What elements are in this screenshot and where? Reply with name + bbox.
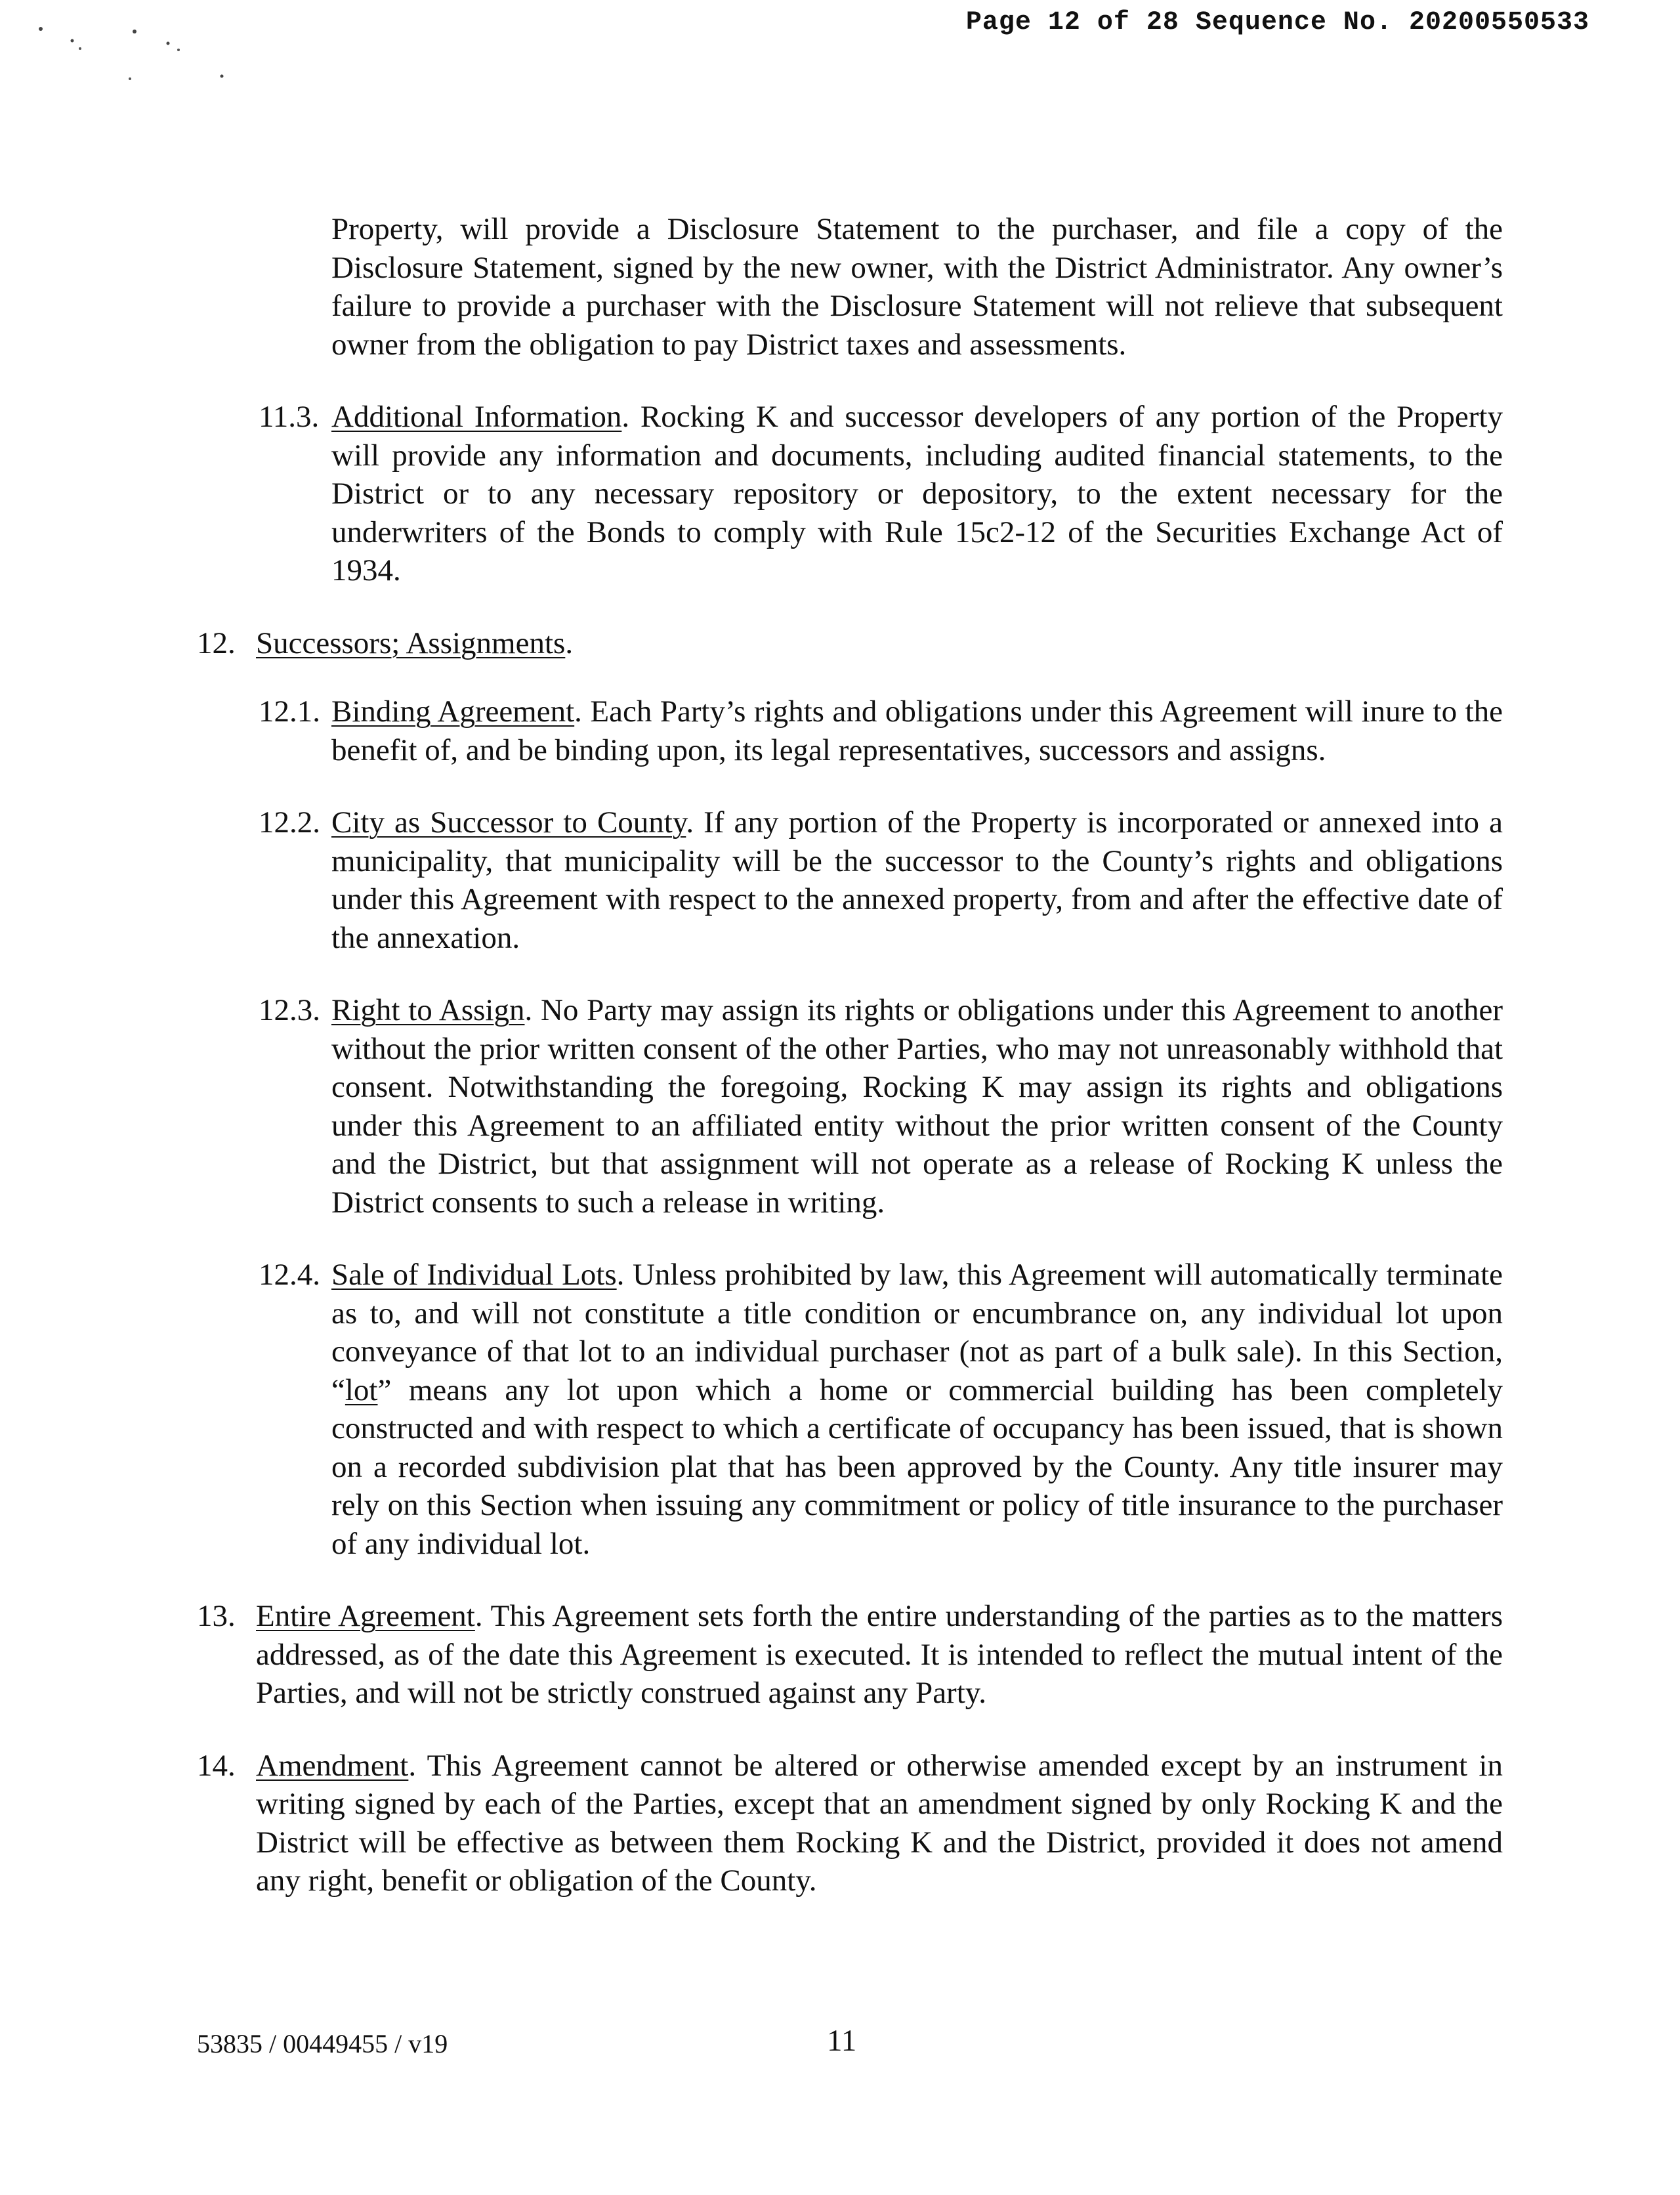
section-number: 14. [197, 1748, 236, 1783]
section-heading: Amendment [256, 1748, 409, 1783]
section-heading: Binding Agreement [331, 694, 575, 729]
section-text: . This Agreement sets forth the entire understanding of the parties as to the matters addressed, as of the date this Agreement is executed. It is intended to reflect the mutual intent of the Parties, and will not be strictly construed against any Party. [256, 1599, 1503, 1710]
section-heading: Sale of Individual Lots [331, 1258, 617, 1292]
document-body [197, 210, 1503, 1934]
section-text: . This Agreement cannot be altered or otherwise amended except by an instrument in writing signed by each of the Parties, except that an amendment signed by only Rocking K and the District will be effective as between them Rocking K and the District, provided it does not amend any right, benefit or obligation of the County. [256, 1748, 1503, 1898]
section-number: 12. [197, 626, 236, 660]
page-sequence-stamp: Page 12 of 28 Sequence No. 20200550533 [965, 8, 1589, 37]
section-text: . No Party may assign its rights or obligations under this Agreement to another without the prior written consent of the other Parties, who may not unreasonably withhold that consent. Notwithstanding the foregoing, Rocking K may assign its rights and obligations under this Agreement to an affiliated entity without the prior written consent of the County and the District, but that assignment will not operate as a release of Rocking K unless the District consents to such a release in writing. [331, 993, 1503, 1220]
continuation-paragraph: Property, will provide a Disclosure Statement to the purchaser, and file a copy of the Disclosure Statement, signed by the new owner, with the District Administrator. Any owner’s failure to provide a purchaser with the Disclosure Statement will not relieve that subsequent owner from the obligation to pay District taxes and assessments. [331, 212, 1503, 362]
section-number: 12.4. [259, 1258, 320, 1292]
section-heading: Right to Assign [331, 993, 525, 1027]
section-text: . Each Party’s rights and obligations under this Agreement will inure to the benefit of, and be binding upon, its legal representatives, successors and assigns. [331, 694, 1503, 767]
section-12-3 [197, 991, 1503, 1222]
section-12 [197, 624, 1503, 663]
section-heading: City as Successor to County [331, 805, 686, 840]
page-number: 11 [827, 2024, 857, 2058]
section-number: 12.1. [259, 694, 320, 729]
section-number: 13. [197, 1599, 236, 1633]
section-text: . If any portion of the Property is incorporated or annexed into a municipality, that municipality will be the successor to the County’s rights and obligations under this Agreement with respect to the annexed property, from and after the effective date of the annexation. [331, 805, 1503, 955]
section-12-4 [197, 1256, 1503, 1563]
section-text: ” means any lot upon which a home or commercial building has been completely constructed and with respect to which a certificate of occupancy has been issued, that is shown on a recorded subdivision plat that has been approved by the County. Any title insurer may rely on this Section when issuing any commitment or policy of title insurance to the purchaser of any individual lot. [331, 1373, 1503, 1561]
section-14 [197, 1747, 1503, 1900]
section-text: . Unless prohibited by law, this Agreement will automatically terminate as to, and will not constitute a title condition or encumbrance on, any individual lot upon conveyance of that lot to an individual purchaser (not as part of a bulk sale). In this Section, “ [331, 1258, 1503, 1407]
section-number: 12.2. [259, 805, 320, 840]
section-number: 12.3. [259, 993, 320, 1027]
section-heading: Additional Information [331, 400, 622, 434]
section-12-1 [197, 693, 1503, 769]
section-text: . [565, 626, 574, 660]
section-heading: Entire Agreement [256, 1599, 475, 1633]
section-heading: Successors; Assignments [256, 626, 566, 660]
scan-specks [0, 0, 249, 105]
section-13 [197, 1597, 1503, 1713]
section-11-3 [197, 398, 1503, 590]
section-12-2 [197, 803, 1503, 957]
section-text: . Rocking K and successor developers of any portion of the Property will provide any information and documents, including audited financial statements, to the District or to any necessary repository or depository, to the extent necessary for the underwriters of the Bonds to comply with Rule 15c2-12 of the Securities Exchange Act of 1934. [331, 400, 1503, 587]
section-number: 11.3. [259, 400, 320, 434]
defined-term: lot [345, 1373, 378, 1407]
document-id: 53835 / 00449455 / v19 [197, 2029, 448, 2058]
